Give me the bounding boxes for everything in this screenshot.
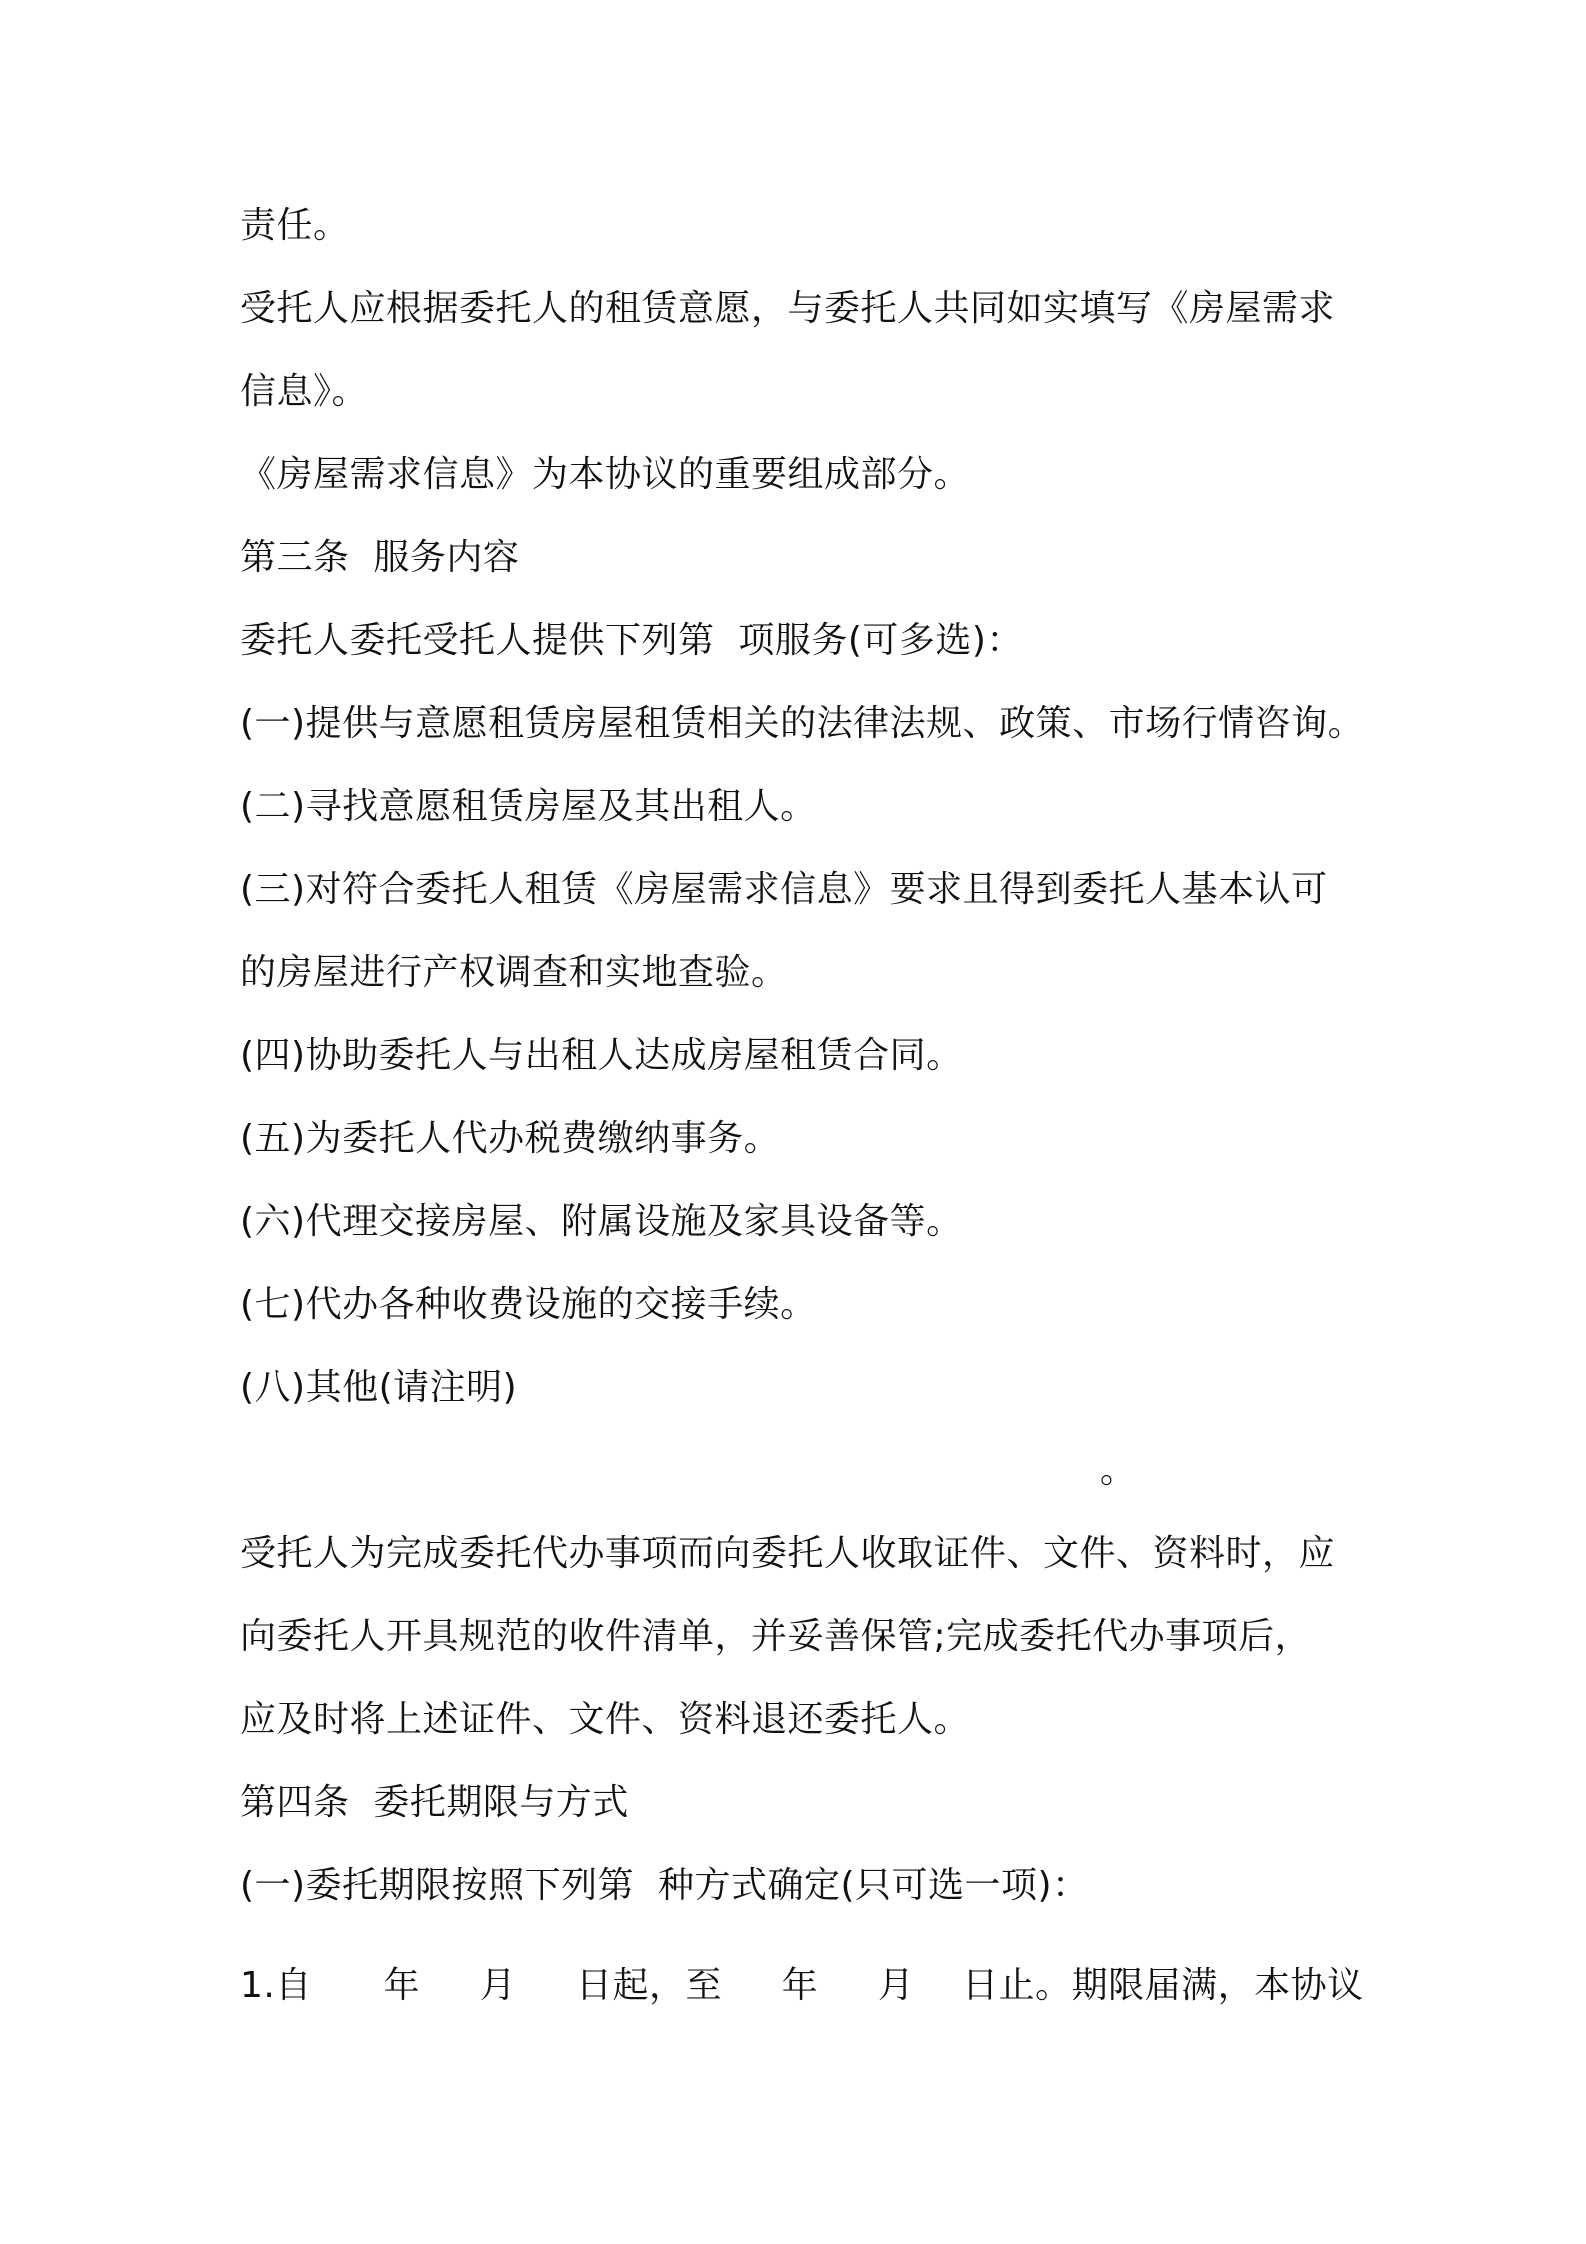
- list-item: (二)寻找意愿租赁房屋及其出租人。: [240, 786, 817, 827]
- text-line: 。: [240, 1450, 1137, 1491]
- text-line: 1.自 年 月 日起，至 年 月 日止。期限届满，本协议: [240, 1965, 1364, 2006]
- list-item: (一)委托期限按照下列第 种方式确定(只可选一项)：: [240, 1865, 1089, 1906]
- list-item: (七)代办各种收费设施的交接手续。: [240, 1284, 817, 1325]
- text-line: 受托人应根据委托人的租赁意愿，与委托人共同如实填写《房屋需求: [240, 288, 1336, 329]
- text-line: 责任。: [240, 205, 350, 246]
- list-item: (四)协助委托人与出租人达成房屋租赁合同。: [240, 1035, 963, 1076]
- text-line: 的房屋进行产权调查和实地查验。: [240, 952, 788, 993]
- text-line: 委托人委托受托人提供下列第 项服务(可多选)：: [240, 620, 1023, 661]
- text-line: 受托人为完成委托代办事项而向委托人收取证件、文件、资料时，应: [240, 1533, 1336, 1574]
- text-line: 向委托人开具规范的收件清单，并妥善保管;完成委托代办事项后，: [240, 1616, 1312, 1657]
- text-line: 信息》。: [240, 371, 369, 412]
- list-item: (一)提供与意愿租赁房屋租赁相关的法律法规、政策、市场行情咨询。: [240, 703, 1365, 744]
- text-line: 应及时将上述证件、文件、资料退还委托人。: [240, 1699, 971, 1740]
- section-heading: 第三条 服务内容: [240, 537, 520, 578]
- list-item: (五)为委托人代办税费缴纳事务。: [240, 1118, 781, 1159]
- section-heading: 第四条 委托期限与方式: [240, 1782, 629, 1823]
- text-line: 《房屋需求信息》为本协议的重要组成部分。: [240, 454, 971, 495]
- list-item: (六)代理交接房屋、附属设施及家具设备等。: [240, 1201, 963, 1242]
- list-item: (三)对符合委托人租赁《房屋需求信息》要求且得到委托人基本认可: [240, 869, 1328, 910]
- list-item: (八)其他(请注明): [240, 1367, 518, 1408]
